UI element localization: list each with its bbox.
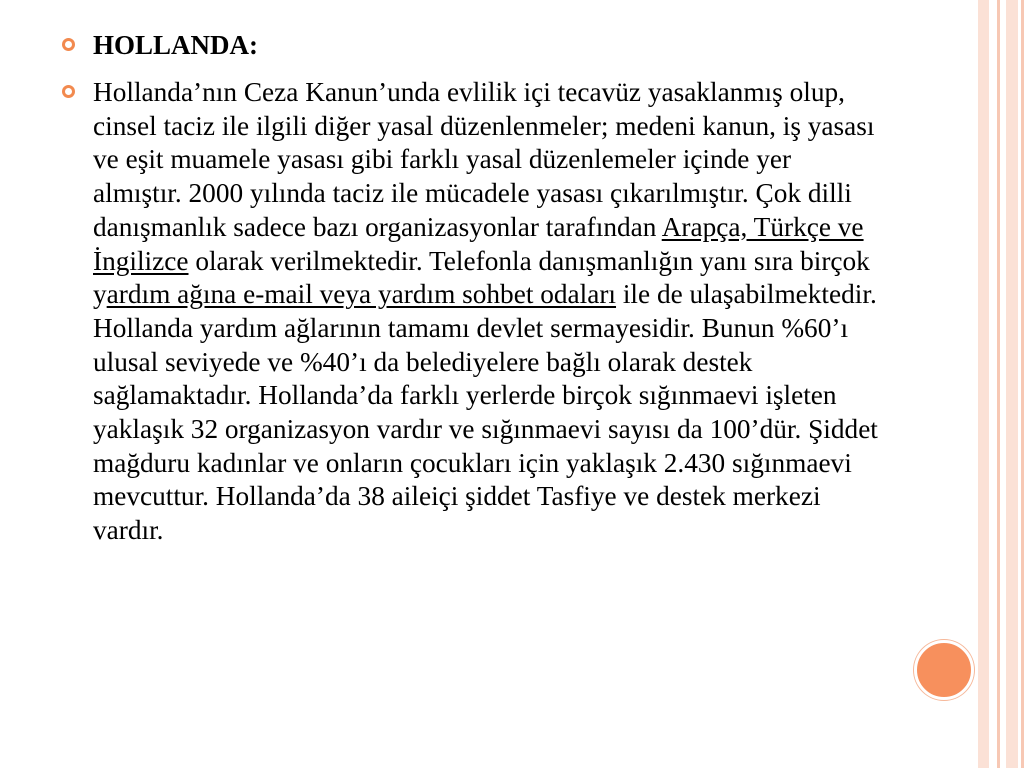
slide-content <box>62 26 882 548</box>
heading-text: HOLLANDA: <box>93 30 259 60</box>
languages-link[interactable]: Arapça, Türkçe ve İngilizce <box>93 211 864 276</box>
stripe-light-inner <box>1006 0 1018 768</box>
decorative-circle <box>914 640 974 700</box>
paragraph-text-1: Hollanda’nın Ceza Kanun’unda evlilik içi tecavüz yasaklanmış olup, cinsel taciz ile ilgili diğer yasal düzenlenmeler; medeni kanun, iş yasası ve eşit muamele yasası gibi farklı yasal düzenlemeler içinde yer almıştır. 2000 yılında taciz ile mücadele yasası çıkarılmıştır. Çok dilli danışmanlık sadece bazı organizasyonlar tarafından <box>93 77 875 242</box>
stripe-light-outer <box>978 0 989 768</box>
slide-heading <box>62 26 882 64</box>
bullet-circle-icon <box>62 85 75 98</box>
right-edge-stripes <box>978 0 1024 768</box>
paragraph-text-3: ile de ulaşabilmektedir. Hollanda yardım ağlarının tamamı devlet sermayesidir. Bunun %60’ı ulusal seviyede ve %40’ı da belediyelere bağlı olarak destek sağlamaktadır. Hollanda’da farklı yerlerde birçok sığınmaevi işleten yaklaşık 32 organizasyon vardır ve sığınmaevi sayısı da 100’dür. Şiddet mağduru kadınlar ve onların çocukları için yaklaşık 2.430 sığınmaevi mevcuttur. Hollanda’da 38 aileiçi şiddet Tasfiye ve destek merkezi vardır. <box>93 279 878 546</box>
body-paragraph <box>62 76 882 548</box>
help-network-link[interactable]: ardım ağına e-mail veya yardım sohbet odaları <box>106 279 617 310</box>
bullet-circle-icon <box>62 38 75 51</box>
stripe-dark-inner <box>997 0 1000 768</box>
paragraph-text-2: olarak verilmektedir. Telefonla danışmanlığın yanı sıra birçok y <box>93 245 870 310</box>
